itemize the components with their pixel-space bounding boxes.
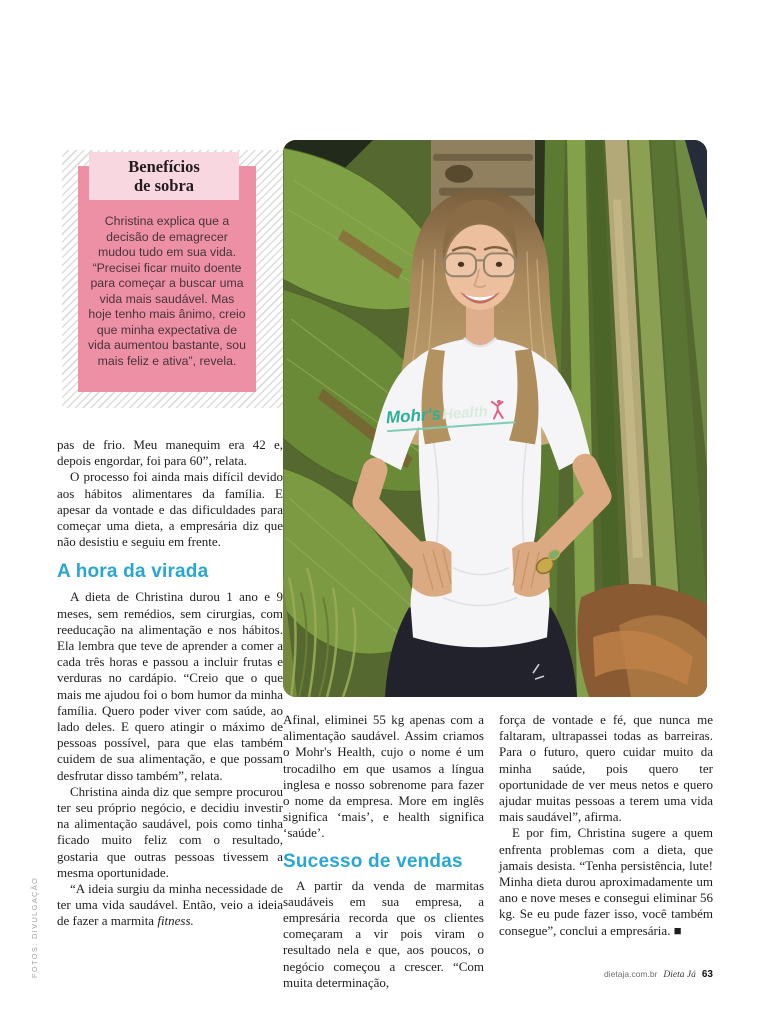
paragraph: Afinal, eliminei 55 kg apenas com a alimentação saudável. Assim criamos o Mohr's Health, cujo o nome é um trocadilho em que usamos a língua inglesa e nosso sobrenome para fazer o nome da empresa. More em inglês significa ‘mais’, e health significa ‘saúde’. xyxy=(283,712,484,841)
section-heading-sucesso-de-vendas: Sucesso de vendas xyxy=(283,850,463,872)
footer-site-url: dietaja.com.br xyxy=(604,969,658,979)
article-column-middle xyxy=(283,712,484,991)
running-figure-icon xyxy=(489,399,506,420)
paragraph: força de vontade e fé, que nunca me faltaram, ultrapassei todas as barreiras. Para o futuro, quero cuidar muito da minha saúde, pois quero ter oportunidade de ver meus netos e quero ajudar muitas pessoas a terem uma vida mais saudável”, afirma. xyxy=(499,712,713,825)
paragraph xyxy=(57,881,283,930)
photo-credit: FOTOS: DIVULGAÇÃO xyxy=(30,876,39,978)
paragraph: A partir da venda de marmitas saudáveis em sua empresa, a empresária recorda que os clientes começaram a vir pois viram o resultado nela e que, aos poucos, o negócio começou a crescer. “Com muita determinação, xyxy=(283,877,484,990)
paragraph-text: “A ideia surgiu da minha necessidade de ter uma vida saudável. Então, veio a ideia de fazer a marmita xyxy=(57,881,283,929)
paragraph: A dieta de Christina durou 1 ano e 9 meses, sem remédios, sem cirurgias, com reeducação na alimentação e nos hábitos. Ela lembra que teve de aprender a comer a cada três horas e passou a incluir frutas e verduras no cardápio. “Creio que o que mais me ajudou foi o bom humor da minha família. Quero poder viver com saúde, ao lado deles. E quero atingir o máximo de pessoas possível, para que elas também cuidem de sua alimentação, e que possam desfrutar disso também”, relata. xyxy=(57,589,283,783)
section-heading-a-hora-da-virada: A hora da virada xyxy=(57,561,209,583)
paragraph-italic-word: fitness. xyxy=(157,913,194,929)
footer-magazine-name: Dieta Já xyxy=(663,970,696,980)
paragraph: pas de frio. Meu manequim era 42 e, depois engordar, foi para 60”, relata. xyxy=(57,437,283,469)
article-column-right xyxy=(499,712,713,939)
benefit-box-body: Christina explica que a decisão de emagrecer mudou tudo em sua vida. “Precisei ficar muito doente para começar a buscar uma vida mais saudável. Mas hoje tenho mais ânimo, creio que minha expectativa de vida aumentou bastante, sou mais feliz e ativa”, revela. xyxy=(78,166,256,392)
page-footer xyxy=(604,969,713,980)
benefit-title-line2: de sobra xyxy=(133,176,195,195)
benefit-title-line1: Benefícios xyxy=(128,157,200,176)
article-column-left xyxy=(57,428,283,930)
paragraph: E por fim, Christina sugere a quem enfrenta problemas com a dieta, que jamais desista. “Tenha persistência, lute! Minha dieta durou aproximadamente um ano e nove meses e consegui eliminar 56 kg. Se eu pude fazer isso, você também consegue”, conclui a empresária. ■ xyxy=(499,825,713,938)
paragraph: O processo foi ainda mais difícil devido aos hábitos alimentares da família. E apesar da vontade e das dificuldades para começar uma dieta, a empresária diz que não desistiu e seguiu em frente. xyxy=(57,469,283,550)
benefit-box xyxy=(62,150,283,408)
paragraph: Christina ainda diz que sempre procurou ter seu próprio negócio, e decidiu investir na alimentação saudável, pois como tinha ficado muito feliz com o resultado, gostaria que outras pessoas tivessem a mesma oportunidade. xyxy=(57,783,283,880)
footer-page-number: 63 xyxy=(701,969,713,980)
benefit-box-title xyxy=(89,152,239,200)
shirt-logo-word1: Mohr's xyxy=(385,404,442,428)
christina-photo xyxy=(283,140,707,697)
shirt-logo-word2: Health xyxy=(441,403,489,424)
